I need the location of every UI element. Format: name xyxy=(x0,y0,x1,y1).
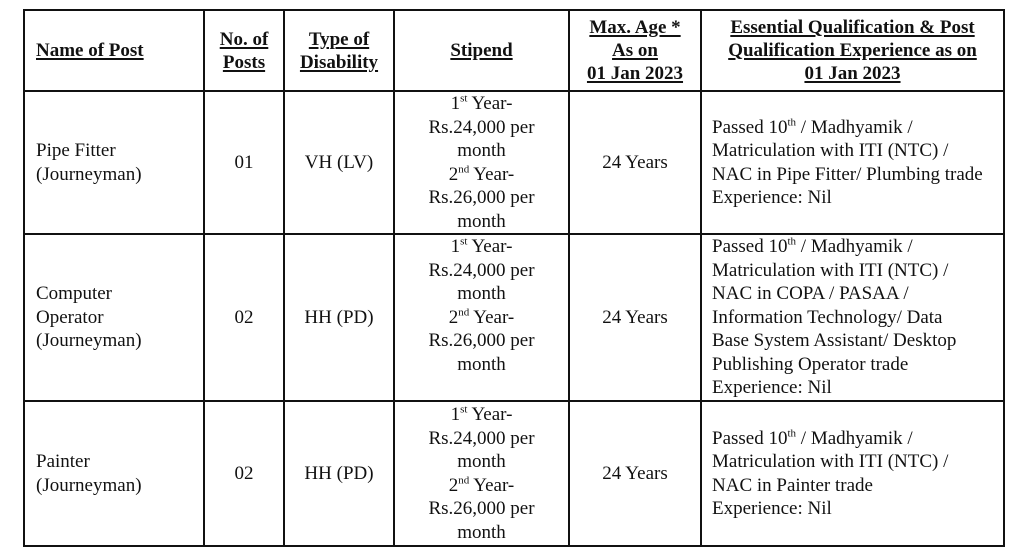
post-name: (Journeyman) xyxy=(36,474,142,496)
stipend-year1-unit: month xyxy=(457,283,506,304)
post-name: (Journeyman) xyxy=(36,330,142,352)
header-text: As on xyxy=(612,40,658,61)
stipend-year1-unit: month xyxy=(457,140,506,161)
post-name: Painter xyxy=(36,451,90,472)
stipend-year2-label: 2nd Year- xyxy=(448,474,515,496)
posts-count-cell xyxy=(204,401,284,546)
max-age-cell xyxy=(569,91,701,234)
qualification-line: Experience: Nil xyxy=(712,498,832,519)
post-name-cell xyxy=(24,234,204,401)
posts-count-cell xyxy=(204,234,284,401)
header-row xyxy=(24,10,1004,91)
stipend-year2-unit: month xyxy=(457,210,506,232)
qualification-line: Information Technology/ Data xyxy=(712,306,943,328)
stipend-year2-label: 2nd Year- xyxy=(448,306,515,328)
posts-count: 01 xyxy=(234,151,254,173)
max-age-cell xyxy=(569,234,701,401)
stipend-year1-amount: Rs.24,000 per xyxy=(428,116,535,138)
post-name: (Journeyman) xyxy=(36,163,142,185)
qualification-line: Publishing Operator trade xyxy=(712,353,909,375)
qualification-cell xyxy=(701,91,1004,234)
header-no-of-posts xyxy=(204,10,284,91)
header-stipend xyxy=(394,10,569,91)
header-text: Name of Post xyxy=(36,40,144,61)
max-age: 24 Years xyxy=(602,462,668,484)
disability-type: HH (PD) xyxy=(304,306,374,328)
stipend-year1-label: 1st Year- xyxy=(450,92,513,114)
stipend-cell xyxy=(394,401,569,546)
posts-count: 02 xyxy=(234,462,254,484)
max-age: 24 Years xyxy=(602,306,668,328)
qualification-line: Matriculation with ITI (NTC) / xyxy=(712,140,949,161)
stipend-year2-amount: Rs.26,000 per xyxy=(428,330,535,351)
qualification-line: Matriculation with ITI (NTC) / xyxy=(712,451,949,472)
disability-type: VH (LV) xyxy=(304,151,374,173)
post-name-cell xyxy=(24,401,204,546)
qualification-line: Passed 10th / Madhyamik / xyxy=(712,116,913,138)
qualification-line: Passed 10th / Madhyamik / xyxy=(712,427,913,449)
max-age: 24 Years xyxy=(602,151,668,173)
header-text: Qualification Experience as on xyxy=(728,40,977,61)
table-row xyxy=(24,91,1004,234)
qualification-line: NAC in Painter trade xyxy=(712,474,873,496)
qualification-line: NAC in Pipe Fitter/ Plumbing trade xyxy=(712,163,983,185)
table-row xyxy=(24,234,1004,401)
disability-cell xyxy=(284,91,394,234)
stipend-year2-amount: Rs.26,000 per xyxy=(428,498,535,519)
header-text: 01 Jan 2023 xyxy=(804,63,901,84)
post-name: Operator xyxy=(36,306,104,328)
qualification-cell xyxy=(701,401,1004,546)
post-name: Pipe Fitter xyxy=(36,140,116,161)
qualification-line: Experience: Nil xyxy=(712,187,832,208)
header-text: Disability xyxy=(299,51,379,73)
header-text: Type of xyxy=(308,28,370,50)
header-text: Posts xyxy=(222,51,266,73)
stipend-year2-unit: month xyxy=(457,353,506,375)
posts-count-cell xyxy=(204,91,284,234)
stipend-year1-label: 1st Year- xyxy=(450,235,513,257)
qualification-cell xyxy=(701,234,1004,401)
header-text: No. of xyxy=(219,28,269,50)
header-text: Max. Age * xyxy=(589,17,681,38)
stipend-year1-amount: Rs.24,000 per xyxy=(428,427,535,449)
qualification-line: Experience: Nil xyxy=(712,377,832,399)
header-text: Essential Qualification & Post xyxy=(730,17,975,38)
header-type-of-disability xyxy=(284,10,394,91)
header-text: Stipend xyxy=(450,40,513,61)
header-name-of-post xyxy=(24,10,204,91)
qualification-line: Base System Assistant/ Desktop xyxy=(712,330,957,352)
disability-type: HH (PD) xyxy=(304,462,374,484)
stipend-cell xyxy=(394,234,569,401)
stipend-year2-label: 2nd Year- xyxy=(448,163,515,185)
posts-table xyxy=(23,9,1005,547)
qualification-line: Passed 10th / Madhyamik / xyxy=(712,235,913,258)
posts-count: 02 xyxy=(234,306,254,328)
header-max-age xyxy=(569,10,701,91)
max-age-cell xyxy=(569,401,701,546)
table-row xyxy=(24,401,1004,546)
disability-cell xyxy=(284,234,394,401)
stipend-year1-label: 1st Year- xyxy=(450,403,513,425)
disability-cell xyxy=(284,401,394,546)
header-qualification xyxy=(701,10,1004,91)
stipend-cell xyxy=(394,91,569,234)
stipend-year1-unit: month xyxy=(457,451,506,472)
header-text: 01 Jan 2023 xyxy=(586,63,684,84)
post-name: Computer xyxy=(36,283,112,305)
qualification-line: NAC in COPA / PASAA / xyxy=(712,283,909,305)
stipend-year2-amount: Rs.26,000 per xyxy=(428,187,535,208)
stipend-year2-unit: month xyxy=(457,521,506,543)
stipend-year1-amount: Rs.24,000 per xyxy=(428,259,535,281)
qualification-line: Matriculation with ITI (NTC) / xyxy=(712,259,949,281)
post-name-cell xyxy=(24,91,204,234)
